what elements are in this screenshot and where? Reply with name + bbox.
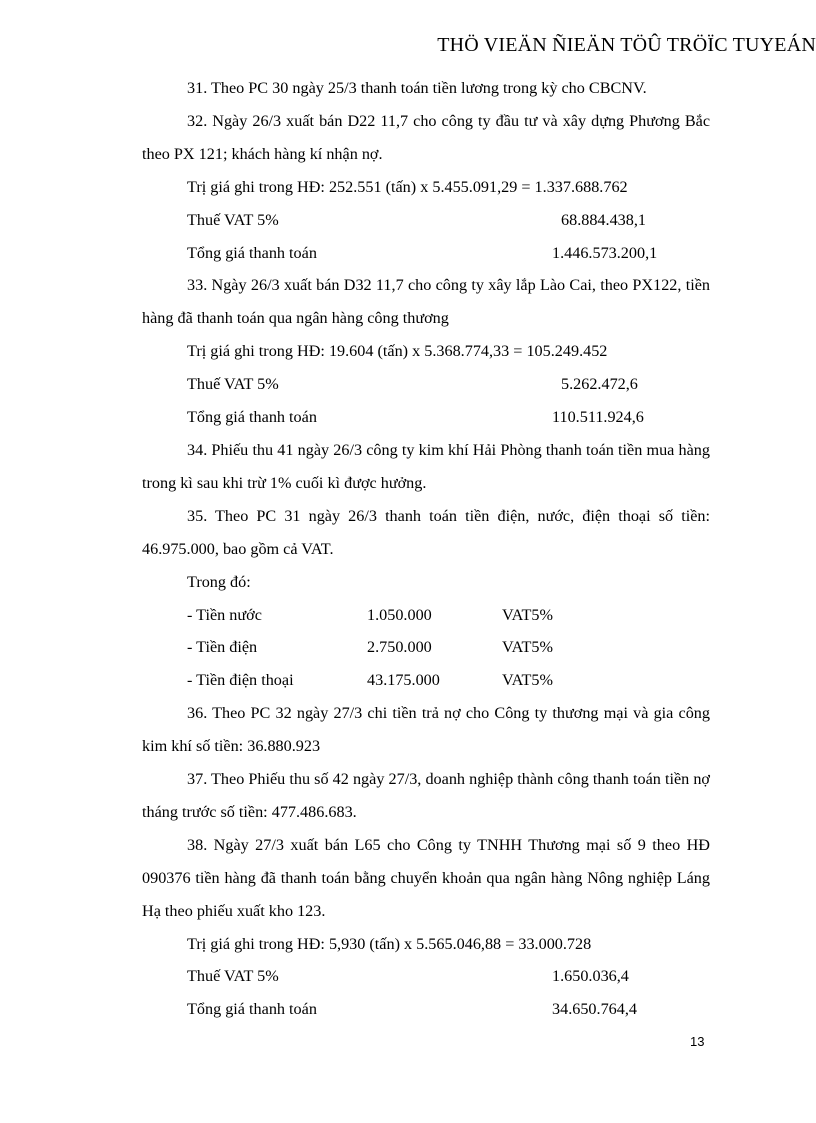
item-38: 38. Ngày 27/3 xuất bán L65 cho Công ty TNHH Thương mại số 9 theo HĐ 090376 tiền hàng đã thanh toán bằng chuyển khoản qua ngân hàng Nông nghiệp Láng Hạ theo phiếu xuất kho 123. xyxy=(142,835,710,920)
row-label: Trị giá ghi trong HĐ: 5,930 (tấn) x 5.565.046,88 = 33.000.728 xyxy=(187,934,592,953)
utility-item: - Tiền nước xyxy=(187,605,262,624)
row-value: 1.650.036,4 xyxy=(552,967,629,986)
row-label: Thuế VAT 5% xyxy=(187,967,279,986)
item-33-total-row xyxy=(142,401,710,434)
utility-vat: VAT5% xyxy=(502,638,553,657)
row-label: Tổng giá thanh toán xyxy=(187,408,317,427)
item-38-vat-row xyxy=(142,960,710,993)
utility-row xyxy=(142,599,710,632)
row-label: Thuế VAT 5% xyxy=(187,210,279,229)
page-number: 13 xyxy=(690,1034,705,1049)
item-38-invoice-row xyxy=(142,928,710,961)
item-33-vat-row xyxy=(142,368,710,401)
utility-item: - Tiền điện thoại xyxy=(187,671,294,690)
item-32-total-row xyxy=(142,237,710,270)
row-label: Trong đó: xyxy=(187,572,251,591)
utility-vat: VAT5% xyxy=(502,605,553,624)
item-36: 36. Theo PC 32 ngày 27/3 chi tiền trả nợ cho Công ty thương mại và gia công kim khí số tiền: 36.880.923 xyxy=(142,704,710,756)
row-value: 68.884.438,1 xyxy=(561,210,646,229)
item-33-invoice-row xyxy=(142,335,710,368)
row-label: Thuế VAT 5% xyxy=(187,375,279,394)
item-32-vat-row xyxy=(142,204,710,237)
utility-amount: 43.175.000 xyxy=(367,671,440,690)
page-header: THÖ VIEÄN ÑIEÄN TÖÛ TRÖÏC TUYEÁN xyxy=(437,34,816,56)
item-38-total-row xyxy=(142,993,710,1026)
item-33: 33. Ngày 26/3 xuất bán D32 11,7 cho công ty xây lắp Lào Cai, theo PX122, tiền hàng đã thanh toán qua ngân hàng công thương xyxy=(142,276,710,328)
item-32-invoice-row xyxy=(142,171,710,204)
utility-amount: 2.750.000 xyxy=(367,638,432,657)
row-value: 5.262.472,6 xyxy=(561,375,638,394)
document-body xyxy=(142,72,710,1026)
utility-vat: VAT5% xyxy=(502,671,553,690)
row-value: 110.511.924,6 xyxy=(552,408,644,427)
row-value: 34.650.764,4 xyxy=(552,1000,637,1019)
row-value: 1.446.573.200,1 xyxy=(552,243,658,262)
row-label: Tổng giá thanh toán xyxy=(187,1000,317,1019)
utility-amount: 1.050.000 xyxy=(367,605,432,624)
utility-row xyxy=(142,631,710,664)
row-label: Trị giá ghi trong HĐ: 19.604 (tấn) x 5.368.774,33 = 105.249.452 xyxy=(187,342,608,361)
item-34: 34. Phiếu thu 41 ngày 26/3 công ty kim khí Hải Phòng thanh toán tiền mua hàng trong kì sau khi trừ 1% cuối kì được hưởng. xyxy=(142,440,710,492)
item-35: 35. Theo PC 31 ngày 26/3 thanh toán tiền điện, nước, điện thoại số tiền: 46.975.000, bao gồm cả VAT. xyxy=(142,506,710,558)
utility-row xyxy=(142,664,710,697)
row-label: Tổng giá thanh toán xyxy=(187,243,317,262)
item-37: 37. Theo Phiếu thu số 42 ngày 27/3, doanh nghiệp thành công thanh toán tiền nợ tháng trước số tiền: 477.486.683. xyxy=(142,770,710,821)
item-35-intro xyxy=(142,566,710,599)
row-label: Trị giá ghi trong HĐ: 252.551 (tấn) x 5.455.091,29 = 1.337.688.762 xyxy=(187,177,628,196)
item-31: 31. Theo PC 30 ngày 25/3 thanh toán tiền lương trong kỳ cho CBCNV. xyxy=(187,79,647,97)
utility-item: - Tiền điện xyxy=(187,638,258,657)
item-32: 32. Ngày 26/3 xuất bán D22 11,7 cho công ty đầu tư và xây dựng Phương Bắc theo PX 121; khách hàng kí nhận nợ. xyxy=(142,111,710,163)
